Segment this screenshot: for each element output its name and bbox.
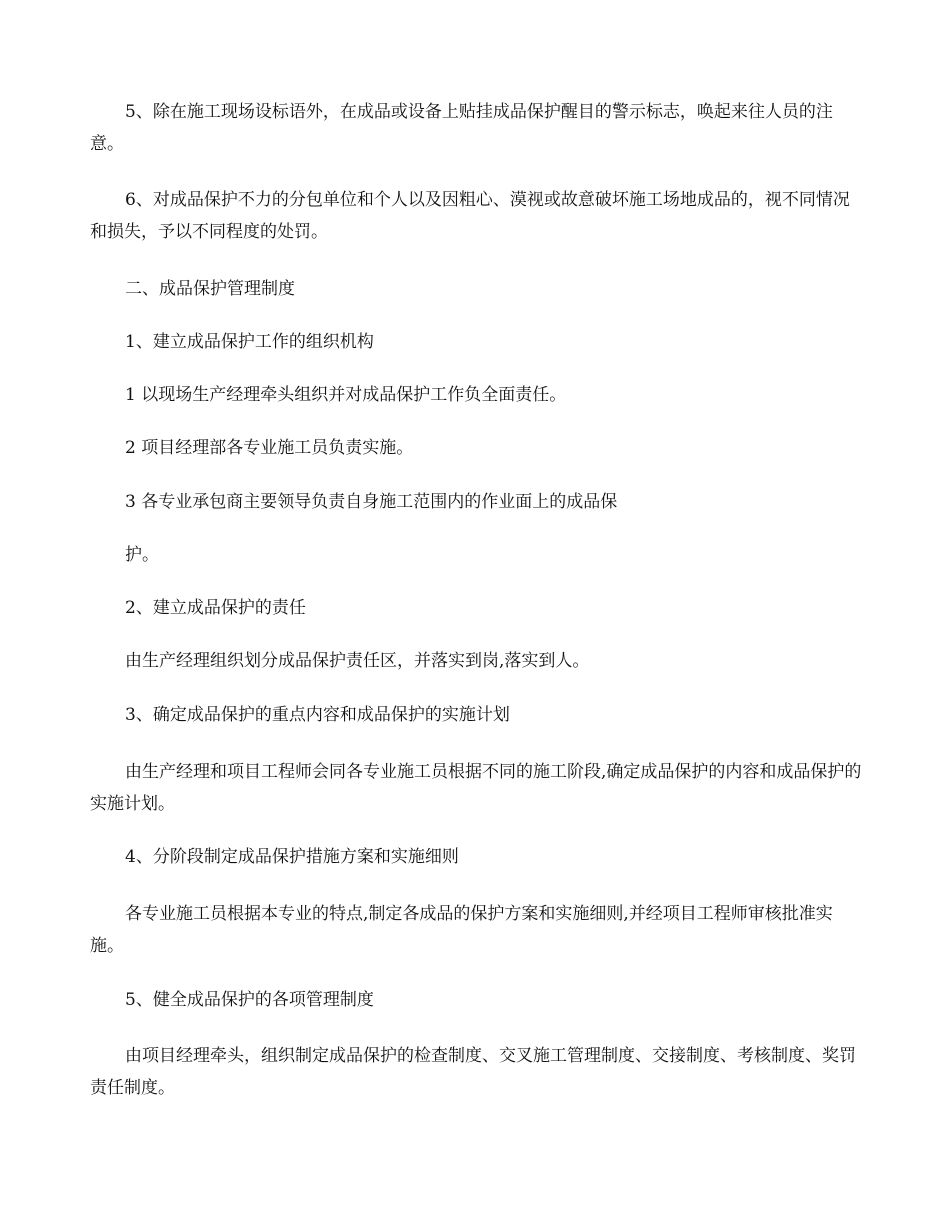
- subheading-3: 3、确定成品保护的重点内容和成品保护的实施计划: [125, 705, 510, 725]
- paragraph-3: 1 以现场生产经理牵头组织并对成品保护工作负全面责任。: [125, 385, 567, 405]
- paragraph-9: 由项目经理牵头，组织制定成品保护的检查制度、交叉施工管理制度、交接制度、考核制度、奖罚责任制度。: [90, 1046, 856, 1098]
- paragraph-5-continued: 护。: [125, 545, 159, 565]
- section-heading-2: 二、成品保护管理制度: [125, 279, 295, 299]
- paragraph-7: 由生产经理和项目工程师会同各专业施工员根据不同的施工阶段,确定成品保护的内容和成品保护的实施计划。: [90, 762, 862, 814]
- paragraph-2: 6、对成品保护不力的分包单位和个人以及因粗心、漠视或故意破坏施工场地成品的，视不同情况和损失，予以不同程度的处罚。: [90, 190, 850, 242]
- paragraph-8: 各专业施工员根据本专业的特点,制定各成品的保护方案和实施细则,并经项目工程师审核批准实施。: [90, 904, 833, 956]
- paragraph-5: 3 各专业承包商主要领导负责自身施工范围内的作业面上的成品保: [125, 492, 618, 512]
- paragraph-1: 5、除在施工现场设标语外，在成品或设备上贴挂成品保护醒目的警示标志，唤起来往人员的注意。: [90, 102, 833, 154]
- paragraph-6: 由生产经理组织划分成品保护责任区，并落实到岗,落实到人。: [125, 651, 590, 671]
- subheading-4: 4、分阶段制定成品保护措施方案和实施细则: [125, 847, 459, 867]
- subheading-2: 2、建立成品保护的责任: [125, 598, 306, 618]
- subheading-5: 5、健全成品保护的各项管理制度: [125, 990, 374, 1010]
- subheading-1: 1、建立成品保护工作的组织机构: [125, 332, 374, 352]
- paragraph-4: 2 项目经理部各专业施工员负责实施。: [125, 438, 414, 458]
